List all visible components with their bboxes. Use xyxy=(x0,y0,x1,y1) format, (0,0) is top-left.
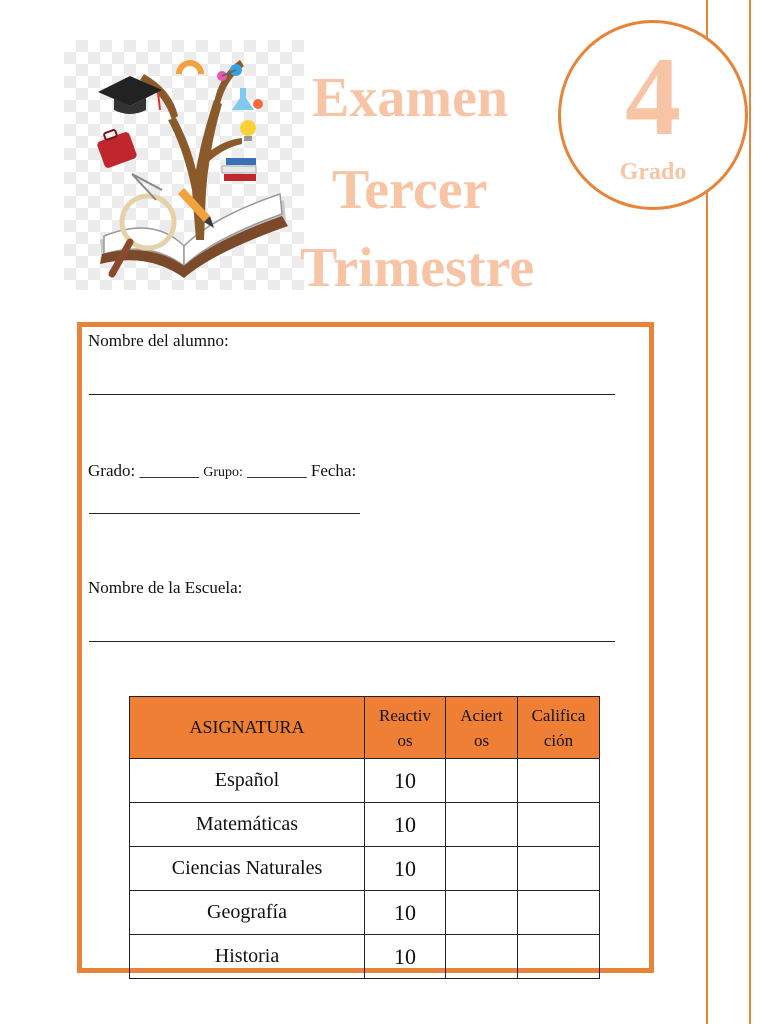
student-name-label: Nombre del alumno: xyxy=(88,331,229,350)
margin-line-right xyxy=(749,0,751,1024)
grade-badge-label: Grado xyxy=(619,159,687,185)
correct-cell[interactable] xyxy=(446,891,518,935)
group-field-blank[interactable]: _______ xyxy=(247,461,307,480)
items-cell: 10 xyxy=(365,759,446,803)
subject-cell: Ciencias Naturales xyxy=(130,847,365,891)
items-cell: 10 xyxy=(365,803,446,847)
table-row xyxy=(130,935,600,979)
tree-icon xyxy=(140,60,244,240)
grade-field-label: Grado: xyxy=(88,461,136,480)
grade-field-blank[interactable]: _______ xyxy=(139,461,199,480)
school-name-line[interactable] xyxy=(89,641,615,642)
grade-badge xyxy=(558,20,748,210)
student-name-line[interactable] xyxy=(89,394,615,395)
table-row xyxy=(130,847,600,891)
correct-cell[interactable] xyxy=(446,759,518,803)
header-score: Califica ción xyxy=(518,697,600,759)
subject-cell: Español xyxy=(130,759,365,803)
title-line-1: Examen xyxy=(312,67,508,129)
grade-number: 4 xyxy=(625,35,681,159)
education-clipart xyxy=(64,40,304,290)
date-field-label: Fecha: xyxy=(310,461,357,480)
table-row xyxy=(130,803,600,847)
items-cell: 10 xyxy=(365,891,446,935)
items-cell: 10 xyxy=(365,935,446,979)
correct-cell[interactable] xyxy=(446,803,518,847)
briefcase-icon xyxy=(96,129,138,168)
table-row xyxy=(130,759,600,803)
grades-table-header xyxy=(130,697,600,759)
score-cell[interactable] xyxy=(518,935,600,979)
subject-cell: Geografía xyxy=(130,891,365,935)
subject-cell: Historia xyxy=(130,935,365,979)
header-subject: ASIGNATURA xyxy=(130,697,365,759)
title-line-2: Tercer xyxy=(332,159,488,221)
date-field-line[interactable] xyxy=(89,513,360,514)
flask-icon xyxy=(232,88,263,110)
score-cell[interactable] xyxy=(518,759,600,803)
score-cell[interactable] xyxy=(518,891,600,935)
score-cell[interactable] xyxy=(518,803,600,847)
group-field-label: Grupo: xyxy=(203,465,243,480)
score-cell[interactable] xyxy=(518,847,600,891)
lightbulb-icon xyxy=(240,120,256,141)
correct-cell[interactable] xyxy=(446,847,518,891)
header-correct: Aciert os xyxy=(446,697,518,759)
title-line-3: Trimestre xyxy=(300,237,535,299)
grade-field-row xyxy=(88,461,356,481)
school-name-label: Nombre de la Escuela: xyxy=(88,578,243,597)
subject-cell: Matemáticas xyxy=(130,803,365,847)
protractor-icon xyxy=(176,60,204,74)
header-items: Reactiv os xyxy=(365,697,446,759)
table-row xyxy=(130,891,600,935)
correct-cell[interactable] xyxy=(446,935,518,979)
items-cell: 10 xyxy=(365,847,446,891)
books-icon xyxy=(222,158,256,181)
grades-table xyxy=(129,696,600,979)
